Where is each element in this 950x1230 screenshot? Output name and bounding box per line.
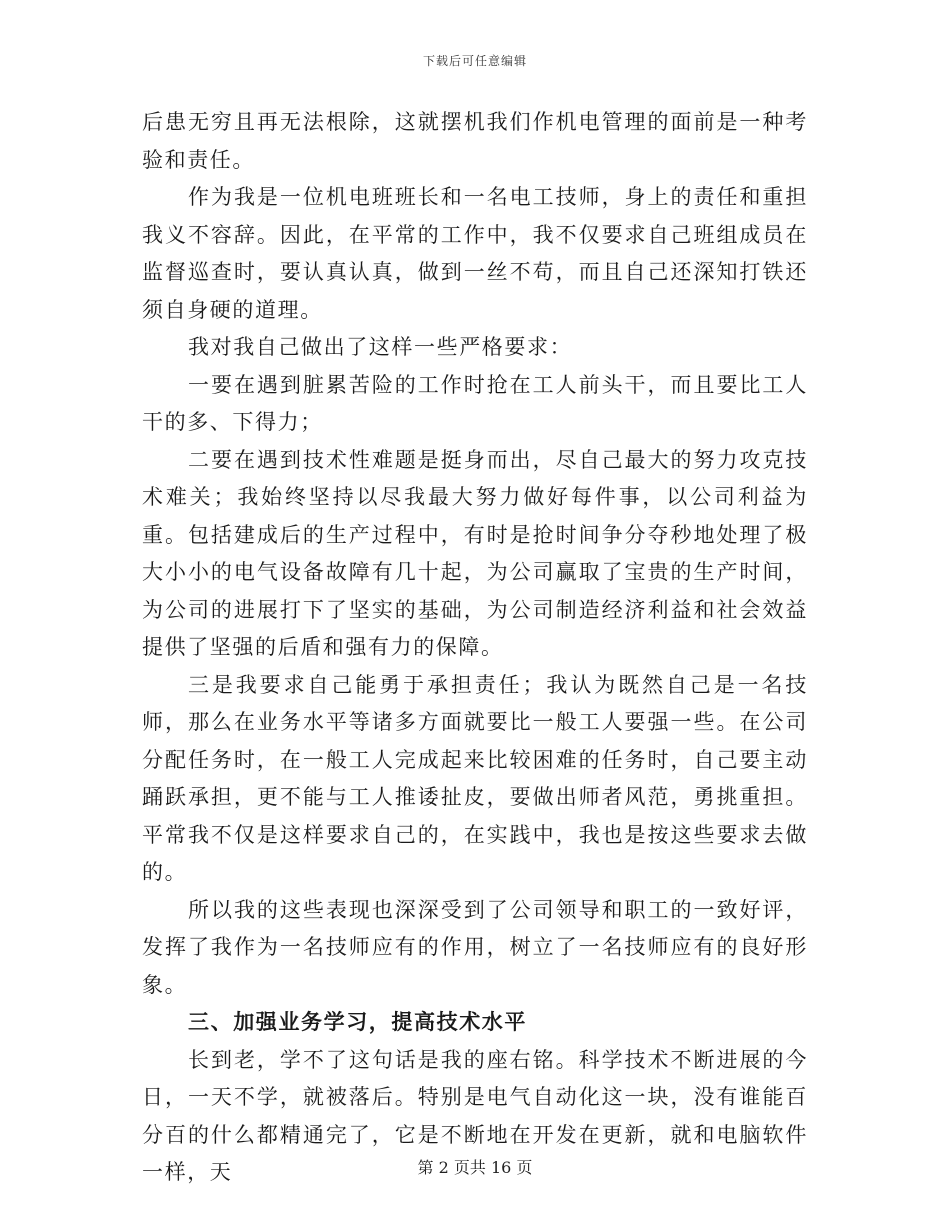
page-footer: 第 2 页共 16 页 [417,1158,533,1177]
paragraph-5: 二要在遇到技术性难题是挺身而出，尽自己最大的努力攻克技术难关；我始终坚持以尽我最大努力做好每件事，以公司利益为重。包括建成后的生产过程中，有时是抢时间争分夺秒地处理了极大小小的电气设备故障有几十起，为公司赢取了宝贵的生产时间，为公司的进展打下了坚实的基础，为公司制造经济利益和社会效益提供了坚强的后盾和强有力的保障。 [142,447,808,659]
paragraph-7: 所以我的这些表现也深深受到了公司领导和职工的一致好评，发挥了我作为一名技师应有的作用，树立了一名技师应有的良好形象。 [142,897,808,997]
paragraph-2: 作为我是一位机电班班长和一名电工技师，身上的责任和重担我义不容辞。因此，在平常的工作中，我不仅要求自己班组成员在监督巡查时，要认真认真，做到一丝不苟，而且自己还深知打铁还须自身硬的道理。 [142,185,808,322]
document-body [142,104,808,1192]
paragraph-6: 三是我要求自己能勇于承担责任；我认为既然自己是一名技师，那么在业务水平等诸多方面就要比一般工人要强一些。在公司分配任务时，在一般工人完成起来比较困难的任务时，自己要主动踊跃承担，更不能与工人推诿扯皮，要做出师者风范，勇挑重担。平常我不仅是这样要求自己的，在实践中，我也是按这些要求去做的。 [142,672,808,884]
paragraph-3: 我对我自己做出了这样一些严格要求： [188,335,573,359]
paragraph-4: 一要在遇到脏累苦险的工作时抢在工人前头干，而且要比工人干的多、下得力； [142,372,808,434]
page-header: 下载后可任意编辑 [422,54,527,68]
paragraph-8: 长到老，学不了这句话是我的座右铭。科学技术不断进展的今日，一天不学，就被落后。特别是电气自动化这一块，没有谁能百分百的什么都精通完了，它是不断地在开发在更新，就和电脑软件一样，天 [142,1047,808,1184]
section-heading: 三、加强业务学习，提高技术水平 [188,1010,527,1034]
paragraph-1: 后患无穷且再无法根除，这就摆机我们作机电管理的面前是一种考验和责任。 [142,110,808,172]
